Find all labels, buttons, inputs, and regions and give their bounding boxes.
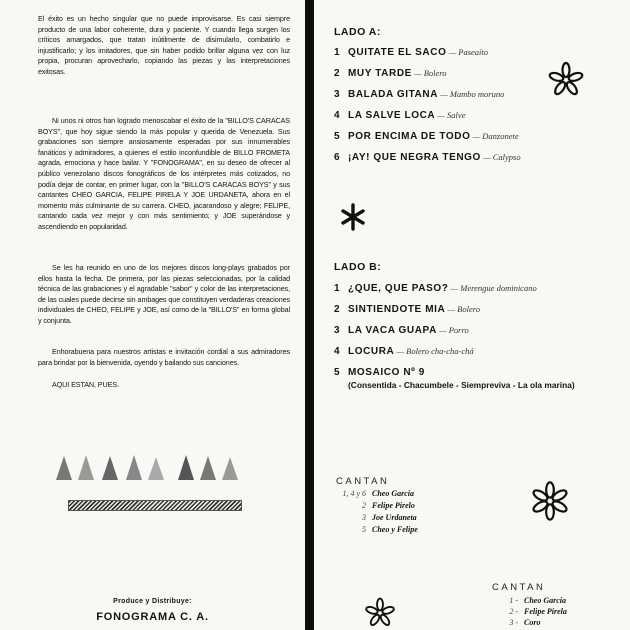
track-genre: — Merengue dominicano bbox=[448, 283, 537, 293]
singer-name: Cheo Garcia bbox=[372, 489, 414, 498]
triangle-ornament bbox=[52, 452, 252, 482]
liner-paragraph-3: Se les ha reunido en uno de los mejores discos long-plays grabados por ellos hasta la fecha. De primera, por las piezas seleccionadas, por la calidad técnica de las grabaciones y el agradable "sabor" y color de las interpretaciones, de las cuales puede decirse sin ambages que constituyen verdaderas creaciones individuales de CHEO, FELIPE y JOE, así como de la "BILLO'S" en forma global y conjunta. bbox=[38, 263, 290, 325]
side-a-track-6 bbox=[334, 152, 521, 163]
cantan-b-singer-row bbox=[500, 607, 567, 616]
track-number: 4 bbox=[334, 346, 340, 357]
track-number: 3 bbox=[334, 325, 340, 336]
producer-label: Produce y Distribuye: bbox=[113, 598, 192, 605]
asterisk-flower-icon bbox=[340, 202, 366, 232]
track-title: ¿QUE, QUE PASO? bbox=[348, 283, 449, 294]
cantan-a-singer-row bbox=[334, 513, 417, 522]
track-refs: 3 bbox=[362, 513, 366, 522]
track-genre: — Mambo moruno bbox=[438, 89, 505, 99]
track-title: ¡AY! QUE NEGRA TENGO bbox=[348, 152, 481, 163]
side-a-track-4 bbox=[334, 110, 465, 121]
side-a-track-2 bbox=[334, 68, 447, 79]
side-a-track-3 bbox=[334, 89, 504, 100]
track-genre: — Calypso bbox=[480, 152, 521, 162]
track-genre: — Salve bbox=[435, 110, 466, 120]
cantan-a-singer-row bbox=[334, 501, 415, 510]
cantan-a-singer-row bbox=[334, 489, 414, 498]
track-title: LA VACA GUAPA bbox=[348, 325, 437, 336]
singer-name: Felipe Pirelo bbox=[372, 501, 415, 510]
flower-icon bbox=[528, 479, 572, 523]
side-b-track-4 bbox=[334, 346, 474, 357]
side-a-heading: LADO A: bbox=[334, 26, 381, 38]
cantan-b-singer-row bbox=[500, 596, 566, 605]
liner-paragraph-4: Enhorabuena para nuestros artistas e invitación cordial a sus admiradores para brindar por la bienvenida, oyendo y bailando sus canciones. bbox=[38, 347, 290, 367]
side-a-track-1 bbox=[334, 47, 488, 58]
side-b-track-2 bbox=[334, 304, 480, 315]
track-refs: 5 bbox=[362, 525, 366, 534]
company-name: FONOGRAMA C. A. bbox=[96, 611, 209, 623]
singer-name: Cheo Garcia bbox=[524, 596, 566, 605]
track-title: MUY TARDE bbox=[348, 68, 412, 79]
track-title: SINTIENDOTE MIA bbox=[348, 304, 446, 315]
track-genre: — Porro bbox=[436, 325, 469, 335]
hatched-bar-ornament bbox=[68, 500, 242, 511]
track-refs: 1, 4 y 6 bbox=[342, 489, 366, 498]
side-b-track-3 bbox=[334, 325, 469, 336]
track-number: 1 bbox=[334, 47, 340, 58]
singer-name: Cheo y Felipe bbox=[372, 525, 418, 534]
side-b-track-5 bbox=[334, 367, 425, 378]
track-number: 5 bbox=[334, 131, 340, 142]
track-genre: — Danzonete bbox=[470, 131, 519, 141]
track-genre: — Bolero cha-cha-chá bbox=[394, 346, 474, 356]
track-number: 3 bbox=[334, 89, 340, 100]
side-a-track-5 bbox=[334, 131, 519, 142]
flower-icon bbox=[360, 596, 400, 630]
track-number: 6 bbox=[334, 152, 340, 163]
track-title: LA SALVE LOCA bbox=[348, 110, 436, 121]
track-number: 2 bbox=[334, 68, 340, 79]
track-title: POR ENCIMA DE TODO bbox=[348, 131, 471, 142]
track-genre: — Bolero bbox=[445, 304, 480, 314]
cantan-a-heading: CANTAN bbox=[336, 476, 390, 487]
side-b-track-1 bbox=[334, 283, 537, 294]
liner-closing-line: AQUI ESTAN, PUES. bbox=[52, 380, 119, 389]
track-number: 1 bbox=[334, 283, 340, 294]
track-title: LOCURA bbox=[348, 346, 395, 357]
mosaico-medley-list: (Consentida - Chacumbele - Siempreviva - La ola marina) bbox=[348, 380, 575, 390]
track-genre: — Paseaíto bbox=[446, 47, 489, 57]
liner-notes-panel bbox=[0, 0, 305, 630]
fold-divider bbox=[305, 0, 314, 630]
track-title: MOSAICO Nº 9 bbox=[348, 367, 425, 378]
singer-name: Coro bbox=[524, 618, 541, 627]
track-title: BALADA GITANA bbox=[348, 89, 439, 100]
cantan-a-singer-row bbox=[334, 525, 418, 534]
liner-paragraph-2: Ni unos ni otros han logrado menoscabar el éxito de la "BILLO'S CARACAS BOYS", que hoy sigue siendo la más popular y querida de Venezuela. Sus grabaciones son siempre ansiosamente esperadas por sus innumerables fanáticos y admiradores, a quienes el estilo inconfundible de BILLO FROMETA agrada, emociona y hace bailar. Y "FONOGRAMA", en su deseo de ofrecer al público venezolano discos fonográficos de los intérpretes más cotizados, no podía dejar de contar, en primer lugar, con la "BILLO'S CARACAS BOYS" y sus cantantes CHEO GARCIA, FELIPE PIRELA Y JOE URDANETA, ahora en el momento más culminante de su carrera. CHEO, jacarandoso y alegre; FELIPE, cantando cada vez mejor y con más sentimiento; y JOE superándose y ascendiendo en popularidad. bbox=[38, 116, 290, 231]
track-title: QUITATE EL SACO bbox=[348, 47, 447, 58]
track-refs: 3 - bbox=[509, 618, 518, 627]
track-number: 5 bbox=[334, 367, 340, 378]
cantan-b-singer-row bbox=[500, 618, 540, 627]
liner-paragraph-1: El éxito es un hecho singular que no puede improvisarse. Es casi siempre producto de una labor coherente, dura y paciente. Y cuando llega surgen los críticos amargados, que tratan inútilmente de disimularlo, combatirlo e injustificarlo; y los imitadores, que sin haber podido brillar alguna vez con luz propia, procuran aprovecharlo, copiando las piezas y las interpretaciones exitosas. bbox=[38, 14, 290, 76]
singer-name: Joe Urdaneta bbox=[372, 513, 417, 522]
track-refs: 2 bbox=[362, 501, 366, 510]
track-refs: 1 - bbox=[509, 596, 518, 605]
track-genre: — Bolero bbox=[411, 68, 447, 78]
track-refs: 2 - bbox=[509, 607, 518, 616]
singer-name: Felipe Pirela bbox=[524, 607, 567, 616]
flower-icon bbox=[546, 60, 586, 100]
side-b-heading: LADO B: bbox=[334, 261, 382, 273]
track-number: 2 bbox=[334, 304, 340, 315]
track-number: 4 bbox=[334, 110, 340, 121]
cantan-b-heading: CANTAN bbox=[492, 582, 546, 593]
